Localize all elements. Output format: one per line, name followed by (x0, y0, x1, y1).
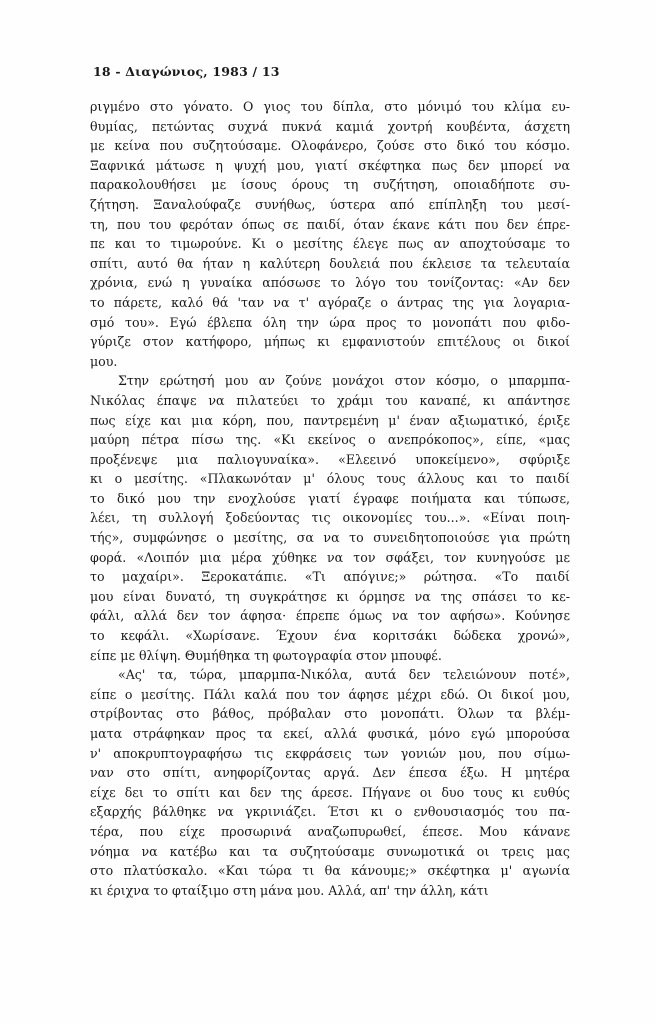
text-line: «Ας' τα, τώρα, μπαρμπα-Νικόλα, αυτά δεν τελειώνουν ποτέ», (118, 667, 570, 683)
text-line: το δικό μου την ενοχλούσε γιατί έγραφε ποιήματα και τύπωσε, (90, 490, 570, 506)
text-line: κι έριχνα το φταίξιμο στη μάνα μου. Αλλά, απ' την άλλη, κάτι (90, 882, 489, 898)
text-line: το πάρετε, καλό θά 'ταν να τ' αγόραζε ο άντρας της για λογαρια- (90, 294, 570, 310)
text-line: ν' αποκρυπτογραφήσω τις εκφράσεις των γονιών μου, που σίμω- (90, 745, 570, 761)
text-line: γύριζε στον κατήφορο, μήπως κι εμφανιστούν επιτέλους οι δικοί (90, 334, 570, 350)
text-line: ζήτηση. Ξαναλούφαζε συνήθως, ύστερα από επίπληξη του μεσί- (90, 196, 570, 212)
text-line: προξένεψε μια παλιογυναίκα». «Ελεεινό υποκείμενο», σφύριξε (90, 451, 570, 467)
text-line: είχε δει το σπίτι και δεν της άρεσε. Πήγανε οι δυο τους κι ευθύς (90, 784, 570, 800)
paragraph (90, 371, 570, 665)
text-line: με κείνα που συζητούσαμε. Ολοφάνερο, ζούσε στο δικό του κόσμο. (90, 138, 570, 154)
text-line: είπε ο μεσίτης. Πάλι καλά που τον άφησε μέχρι εδώ. Οι δικοί μου, (90, 686, 570, 702)
text-line: φορά. «Λοιπόν μια μέρα χύθηκε να τον σφάξει, τον κυνηγούσε με (90, 549, 570, 565)
text-line: πως είχε και μια κόρη, που, παντρεμένη μ' έναν αξιωματικό, έριξε (90, 412, 570, 428)
text-line: σπίτι, αυτό θα ήταν η καλύτερη δουλειά που έκλεισε τα τελευταία (90, 255, 570, 271)
text-line: σμό του». Εγώ έβλεπα όλη την ώρα προς το μονοπάτι που φιδο- (90, 314, 570, 330)
text-line: ναν στο σπίτι, ανηφορίζοντας αργά. Δεν έπεσα έξω. Η μητέρα (90, 765, 570, 781)
text-line: μου. (90, 353, 118, 369)
text-line: εξαρχής βάλθηκε να γκρινιάζει. Έτσι κι ο ενθουσιασμός του πα- (90, 804, 570, 820)
text-line: μου είναι δυνατό, τη συγκράτησε κι όρμησε να της σπάσει το κε- (90, 588, 570, 604)
paragraph (90, 665, 570, 900)
text-line: το μαχαίρι». Ξεροκατάπιε. «Τι απόγινε;» ρώτησα. «Το παιδί (90, 569, 570, 585)
text-line: λέει, τη συλλογή ξοδεύοντας τις οικονομίες του...». «Είναι ποιη- (90, 510, 570, 526)
text-line: νόημα να κατέβω και τα συζητούσαμε συνωμοτικά οι τρεις μας (90, 843, 570, 859)
text-line: στο πλατύσκαλο. «Και τώρα τι θα κάνουμε;» σκέφτηκα μ' αγωνία (90, 863, 570, 879)
text-line: Νικόλας έπαψε να πιλατεύει το χράμι του καναπέ, κι απάντησε (90, 392, 570, 408)
text-line: είπε με θλίψη. Θυμήθηκα τη φωτογραφία στον μπουφέ. (90, 647, 442, 663)
text-line: στρίβοντας στο βάθος, πρόβαλαν στο μονοπάτι. Όλων τα βλέμ- (90, 706, 570, 722)
text-line: χρόνια, ενώ η γυναίκα απόσωσε το λόγο του τονίζοντας: «Αν δεν (90, 275, 570, 291)
text-line: Ξαφνικά μάτωσε η ψυχή μου, γιατί σκέφτηκα πως δεν μπορεί να (90, 157, 570, 173)
text-line: ματα στράφηκαν προς τα εκεί, αλλά φυσικά, μόνο εγώ μπορούσα (90, 726, 570, 741)
text-line: τής», συμφώνησε ο μεσίτης, σα να το συνειδητοποιούσε για πρώτη (90, 530, 570, 546)
text-line: τέρα, που είχε προσωρινά αναζωπυρωθεί, έπεσε. Μου κάνανε (90, 823, 570, 839)
text-line: το κεφάλι. «Χωρίσανε. Έχουν ένα κοριτσάκι δώδεκα χρονώ», (90, 628, 570, 644)
text-line: πε και το τιμωρούνε. Κι ο μεσίτης έλεγε πως αν αποχτούσαμε το (90, 236, 570, 252)
text-line: Στην ερώτησή μου αν ζούνε μονάχοι στον κόσμο, ο μπαρμπα- (118, 373, 570, 389)
text-line: κι ο μεσίτης. «Πλακωνόταν μ' όλους τους άλλους και το παιδί (90, 471, 570, 487)
running-head: 18 - Διαγώνιος, 1983 / 13 (93, 64, 280, 79)
body-text (90, 97, 570, 900)
text-line: φάλι, αλλά δεν τον άφησα· έπρεπε όμως να τον αφήσω». Κούνησε (90, 608, 570, 624)
text-line: μαύρη πέτρα πίσω της. «Κι εκείνος ο ανεπρόκοπος», είπε, «μας (90, 432, 570, 448)
text-line: τη, που του φερόταν όπως σε παιδί, όταν έκανε κάτι που δεν έπρε- (90, 216, 570, 232)
paragraph (90, 97, 570, 371)
text-line: ριγμένο στο γόνατο. Ο γιος του δίπλα, στο μόνιμό του κλίμα ευ- (90, 99, 570, 114)
text-line: παρακολουθήσει με ίσους όρους τη συζήτηση, οποιαδήποτε συ- (90, 177, 570, 193)
text-line: θυμίας, πετώντας συχνά πυκνά καμιά χοντρή κουβέντα, άσχετη (90, 118, 570, 134)
